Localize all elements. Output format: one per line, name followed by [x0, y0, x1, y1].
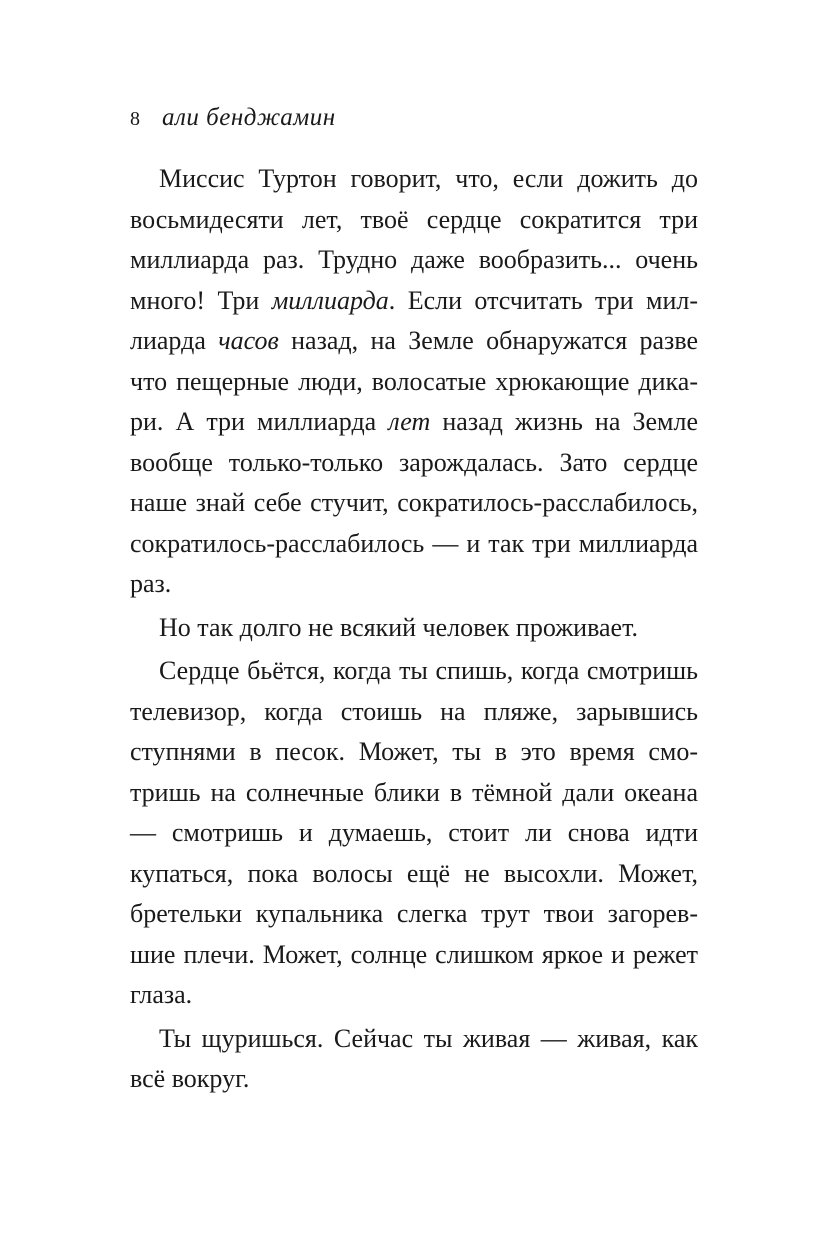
paragraph-1-text-2: . Если отсчитать три миллиарда: [130, 285, 698, 355]
body-text: [130, 159, 698, 1100]
emphasis-hours: часов: [218, 326, 279, 355]
paragraph-3: Сердце бьётся, когда ты спишь, когда смотришь телевизор, когда стоишь на пляже, зарывшись ступнями в песок. Может, ты в это время смотришь на солнечные блики в тёмной дали океана — смотришь и думаешь, стоит ли снова идти купаться, пока волосы ещё не высохли. Может, бретельки купальника слегка трут твои загоревшие плечи. Может, солнце слишком яркое и режет глаза.: [130, 656, 698, 1009]
paragraph-1: [130, 159, 698, 605]
page-number: 8: [130, 108, 140, 130]
emphasis-billion: миллиарда: [271, 285, 389, 315]
paragraph-4: Ты щуришься. Сейчас ты живая — живая, как всё вокруг.: [130, 1023, 698, 1093]
paragraph-1-text-1: Миссис Туртон говорит, что, если дожить до восьмидесяти лет, твоё сердце сократится три миллиарда раз. Трудно даже вообразить... очень много! Три: [130, 164, 698, 315]
emphasis-years: лет: [388, 407, 431, 436]
paragraph-1-text-3: назад, на Земле обнаружатся разве что пещерные люди, волосатые хрюкающие дикари. А три миллиарда: [130, 326, 698, 436]
paragraph-1-text-4: назад жизнь на Земле вообще только-только зарождалась. Зато сердце наше знай себе стучит, сократилось-расслабилось, сократилось-расслабилось — и так три миллиарда раз.: [130, 407, 699, 598]
paragraph-2: Но так долго не всякий человек проживает.: [159, 612, 638, 642]
page-header: [130, 104, 336, 132]
running-title: али бенджамин: [162, 104, 336, 131]
